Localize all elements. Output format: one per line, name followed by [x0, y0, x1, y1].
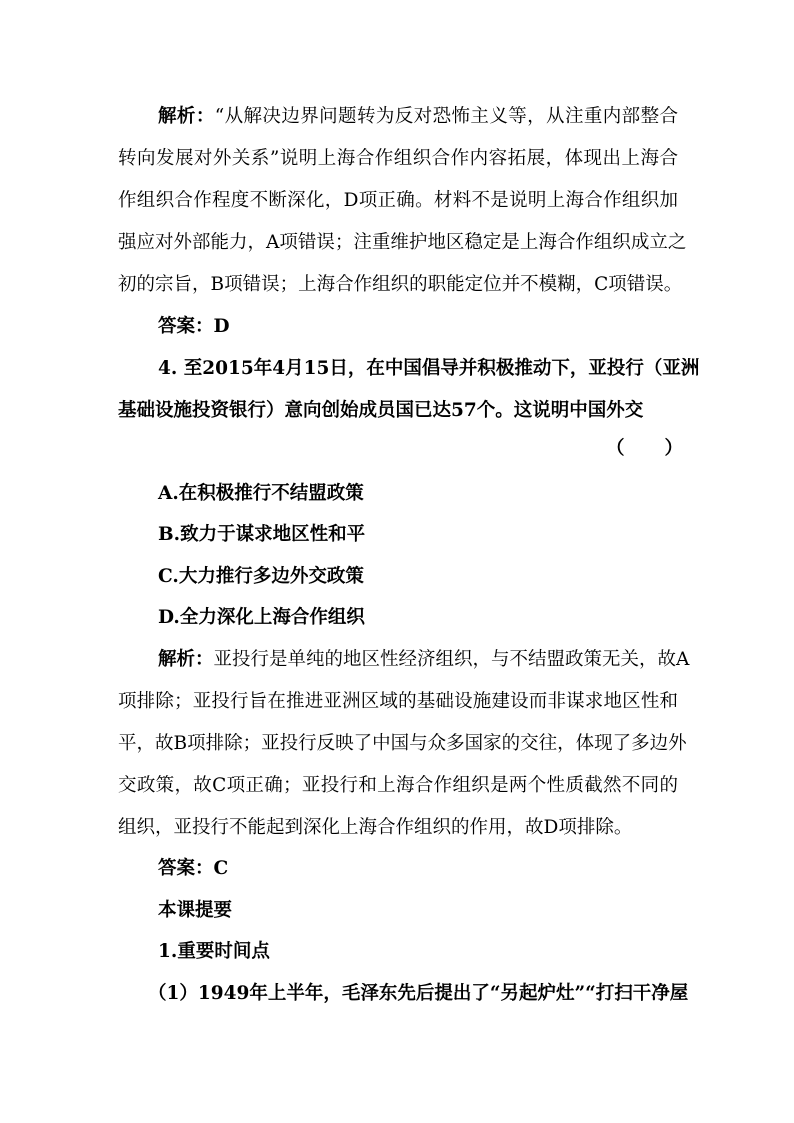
- q4-stem-line-2: 基础设施投资银行）意向创始成员国已达57个。这说明中国外交: [118, 400, 644, 421]
- q3-analysis-text-1: “从解决边界问题转为反对恐怖主义等，从注重内部整合: [214, 106, 678, 127]
- q3-analysis-line-2: 转向发展对外关系”说明上海合作组织合作内容拓展，体现出上海合: [118, 148, 678, 169]
- q4-analysis-label: 解析：: [158, 649, 214, 670]
- q3-analysis-line-3: 作组织合作程度不断深化，D项正确。材料不是说明上海合作组织加: [118, 190, 678, 211]
- q4-option-b: B.致力于谋求地区性和平: [158, 524, 366, 545]
- q4-analysis-line-4: 交政策，故C项正确；亚投行和上海合作组织是两个性质截然不同的: [118, 775, 678, 796]
- q3-analysis-line-1: [158, 105, 678, 129]
- q3-answer: 答案：D: [158, 316, 230, 337]
- q4-option-a: A.在积极推行不结盟政策: [158, 483, 364, 504]
- q4-analysis-line-1: [158, 648, 690, 672]
- q4-analysis-text-1: 亚投行是单纯的地区性经济组织，与不结盟政策无关，故A: [213, 649, 690, 670]
- q3-analysis-label: 解析：: [158, 106, 215, 127]
- q3-analysis-line-5: 初的宗旨，B项错误；上海合作组织的职能定位并不模糊，C项错误。: [118, 274, 683, 295]
- bracket-open: （: [606, 438, 625, 459]
- summary-heading: 本课提要: [158, 900, 233, 921]
- q3-analysis-line-4: 强应对外部能力，A项错误；注重维护地区稳定是上海合作组织成立之: [118, 232, 687, 253]
- q4-analysis-line-3: 平，故B项排除；亚投行反映了中国与众多国家的交往，体现了多边外: [118, 733, 687, 754]
- answer-bracket: [606, 437, 683, 461]
- q4-answer: 答案：C: [158, 858, 229, 879]
- q4-analysis-line-5: 组织，亚投行不能起到深化上海合作组织的作用，故D项排除。: [118, 817, 633, 838]
- q4-analysis-line-2: 项排除；亚投行旨在推进亚洲区域的基础设施建设而非谋求地区性和: [118, 691, 678, 712]
- q4-option-d: D.全力深化上海合作组织: [158, 607, 365, 628]
- summary-subheading: 1.重要时间点: [158, 941, 270, 962]
- bracket-close: ）: [664, 438, 684, 459]
- q4-option-c: C.大力推行多边外交政策: [158, 566, 364, 587]
- summary-item-1: （1）1949年上半年，毛泽东先后提出了“另起炉灶”“打扫干净屋: [148, 983, 689, 1004]
- q4-stem-line-1: 4. 至2015年4月15日，在中国倡导并积极推动下，亚投行（亚洲: [158, 358, 700, 379]
